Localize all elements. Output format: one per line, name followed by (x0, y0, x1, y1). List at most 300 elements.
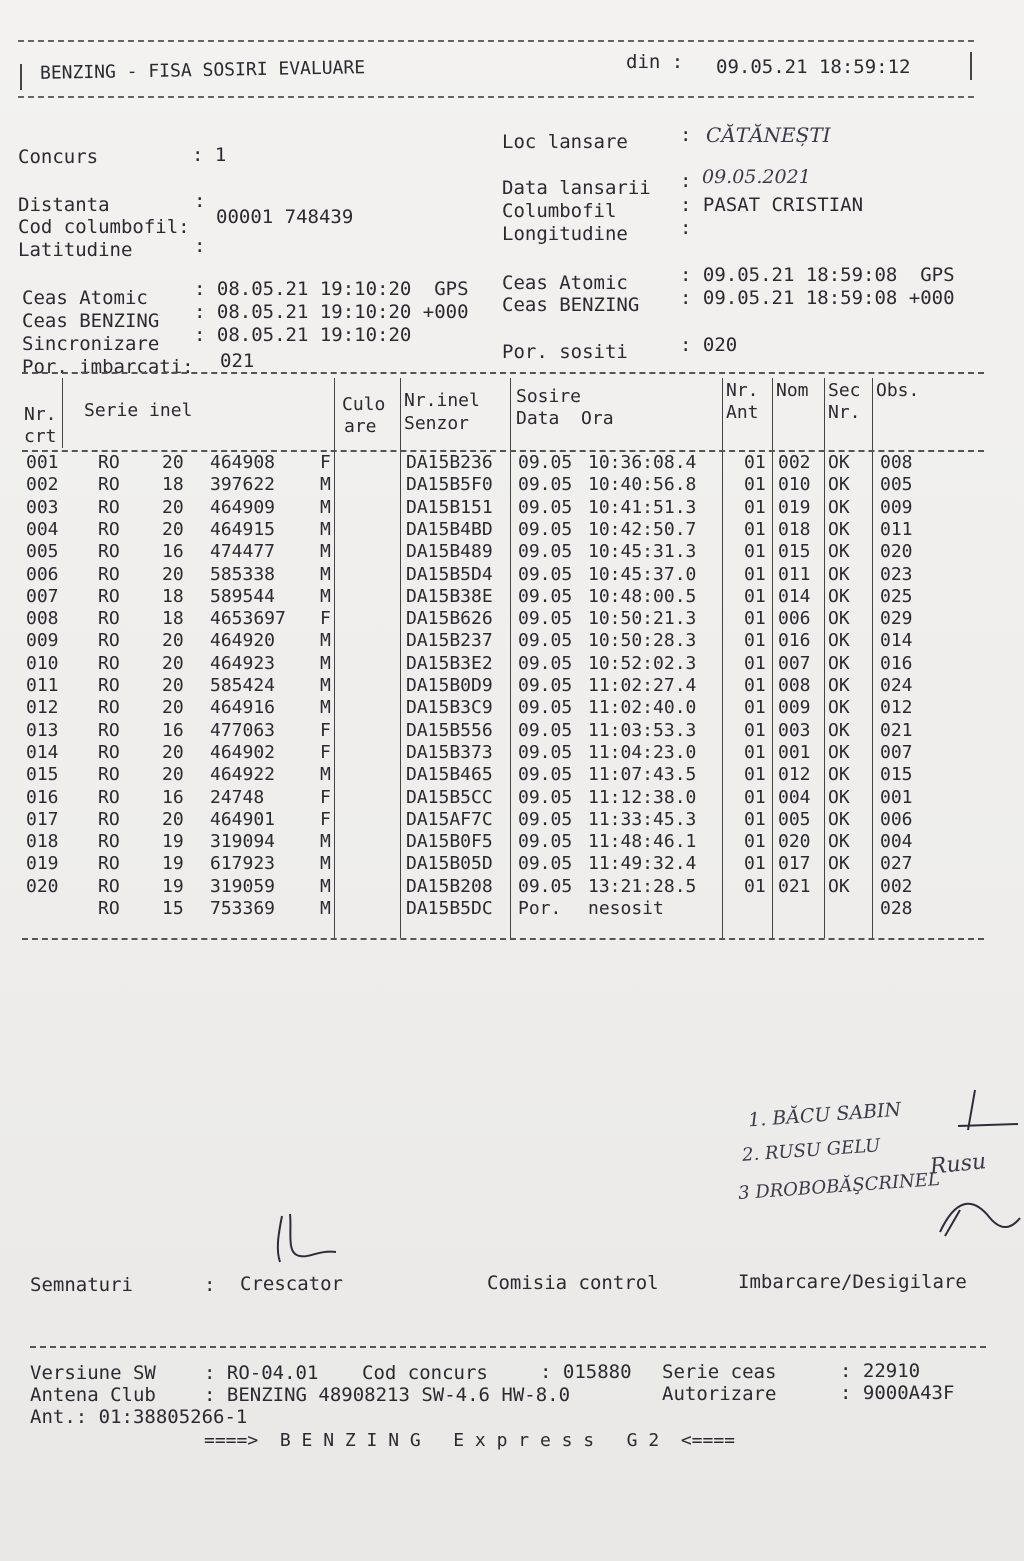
row-an: 20 (162, 764, 184, 786)
row-data: 09.05 (518, 563, 573, 585)
row-ant: 01 (744, 786, 766, 808)
cod-concurs-label: Cod concurs (362, 1362, 488, 1384)
row-tara: RO (98, 831, 120, 853)
row-an: 19 (162, 853, 184, 875)
row-sec: OK (828, 474, 850, 496)
row-ant: 01 (744, 853, 766, 875)
row-inel: 753369 (210, 898, 276, 919)
autorizare-label: Autorizare (662, 1383, 777, 1405)
row-inel: 464916 (210, 697, 276, 719)
row-data: 09.05 (518, 630, 573, 652)
row-data: 09.05 (518, 786, 573, 808)
row-ora: 11:48:46.1 (588, 831, 697, 853)
row-an: 20 (162, 808, 184, 830)
row-tara: RO (98, 875, 120, 897)
row-senzor: DA15B489 (406, 541, 493, 563)
row-senzor: DA15B556 (406, 719, 493, 741)
row-inel: 464901 (210, 808, 276, 830)
sincronizare-value: : 08.05.21 19:10:20 (194, 324, 412, 346)
row-obs: 008 (880, 452, 913, 473)
row-ora: 10:45:31.3 (588, 541, 697, 563)
row-tara: RO (98, 719, 120, 741)
row-nr: 018 (26, 831, 59, 853)
row-an: 20 (162, 518, 184, 540)
row-senzor: DA15B465 (406, 764, 493, 786)
row-ora: 11:04:23.0 (588, 741, 697, 763)
row-nom: 012 (778, 764, 811, 786)
versiune-label: Versiune SW (30, 1362, 156, 1384)
row-ora: 11:49:32.4 (588, 853, 697, 875)
row-nr: 008 (26, 608, 59, 630)
row-ora: 11:12:38.0 (588, 786, 697, 808)
row-ora: 10:40:56.8 (588, 474, 697, 496)
row-obs: 011 (880, 518, 913, 540)
row-sex: M (320, 652, 331, 674)
row-inel: 397622 (210, 474, 276, 496)
left-benzing-label: Ceas BENZING (22, 310, 160, 332)
row-ant: 01 (744, 652, 766, 674)
row-obs: 005 (880, 474, 913, 496)
row-sex: M (320, 764, 331, 786)
row-data: 09.05 (518, 831, 573, 853)
row-obs: 025 (880, 585, 913, 607)
row-sex: M (320, 853, 331, 875)
row-sec: OK (828, 831, 850, 853)
row-inel: 319059 (210, 875, 276, 897)
row-sex: M (320, 697, 331, 719)
autorizare-value: : 9000A43F (840, 1382, 955, 1404)
row-inel: 464922 (210, 764, 276, 786)
row-an: 18 (162, 608, 184, 630)
footer-rule (30, 1346, 986, 1348)
row-sex: F (320, 786, 331, 808)
row-sex: M (320, 630, 331, 652)
row-ora: 10:42:50.7 (588, 518, 697, 540)
row-nr: 020 (26, 875, 59, 897)
longitudine-colon: : (680, 217, 692, 239)
row-senzor: DA15B05D (406, 853, 493, 875)
row-obs: 029 (880, 608, 913, 630)
row-inel: 477063 (210, 719, 276, 741)
row-obs: 016 (880, 652, 913, 674)
row-sec: OK (828, 675, 850, 696)
row-inel: 24748 (210, 786, 265, 808)
row-nr: 014 (26, 741, 59, 763)
row-sec: OK (828, 697, 850, 719)
latitudine-colon: : (194, 235, 206, 257)
row-an: 15 (162, 898, 184, 919)
row-tara: RO (98, 808, 120, 830)
row-senzor: DA15B236 (406, 452, 493, 473)
row-sec: OK (828, 585, 850, 607)
col-sec: Sec (828, 380, 861, 401)
row-inel: 464902 (210, 741, 276, 763)
row-senzor: DA15B237 (406, 630, 493, 652)
loc-lansare-value: CĂTĂNEȘTI (706, 123, 831, 147)
row-ant: 01 (744, 697, 766, 719)
row-an: 20 (162, 652, 184, 674)
data-lansarii-label: Data lansarii (502, 177, 651, 199)
row-inel: 585424 (210, 675, 276, 696)
distanta-label: Distanta (18, 194, 110, 216)
row-obs: 014 (880, 630, 913, 652)
sositi-label: Por. sositi (502, 341, 628, 363)
right-benzing-value: : 09.05.21 18:59:08 +000 (680, 287, 955, 309)
row-ant: 01 (744, 808, 766, 830)
row-an: 16 (162, 541, 184, 563)
row-an: 20 (162, 697, 184, 719)
columbofil-value: : PASAT CRISTIAN (680, 194, 864, 216)
row-senzor: DA15B626 (406, 608, 493, 630)
row-an: 20 (162, 563, 184, 585)
row-sec: OK (828, 652, 850, 674)
row-obs: 009 (880, 496, 913, 518)
row-an: 16 (162, 786, 184, 808)
col-senzor: Senzor (404, 413, 470, 434)
row-tara: RO (98, 764, 120, 786)
row-data: 09.05 (518, 585, 573, 607)
row-ora: 11:33:45.3 (588, 808, 697, 830)
row-sec: OK (828, 630, 850, 652)
row-data: 09.05 (518, 452, 573, 473)
row-ora: 11:02:40.0 (588, 697, 697, 719)
row-tara: RO (98, 786, 120, 808)
row-an: 20 (162, 741, 184, 763)
data-lansarii-value: 09.05.2021 (702, 166, 811, 188)
col-culoare: Culo (342, 394, 386, 415)
row-an: 18 (162, 585, 184, 607)
col-ant: Ant (726, 402, 759, 423)
loc-lansare-label: Loc lansare (502, 131, 628, 153)
row-ant: 01 (744, 741, 766, 763)
cod-columbofil-value: 00001 748439 (216, 206, 354, 228)
row-senzor: DA15B3C9 (406, 697, 493, 719)
row-obs: 028 (880, 898, 913, 919)
row-obs: 027 (880, 853, 913, 875)
data-lansarii-colon: : (680, 170, 692, 192)
row-senzor: DA15B5D4 (406, 563, 493, 585)
row-nom: 016 (778, 630, 811, 652)
right-atomic-label: Ceas Atomic (502, 272, 628, 294)
row-tara: RO (98, 741, 120, 763)
row-nom: 002 (778, 452, 811, 473)
row-senzor: DA15B373 (406, 741, 493, 763)
semnaturi-colon: : (204, 1274, 216, 1296)
row-an: 16 (162, 719, 184, 741)
concurs-value: : 1 (192, 144, 227, 166)
row-an: 19 (162, 875, 184, 897)
left-atomic-value: : 08.05.21 19:10:20 GPS (194, 278, 469, 300)
comisia-control-label: Comisia control (487, 1272, 659, 1294)
row-ant: 01 (744, 541, 766, 563)
row-ant: 01 (744, 452, 766, 473)
handwritten-note-3: 3 DROBOBĂŞCRINEL (737, 1168, 941, 1205)
row-nom: 018 (778, 518, 811, 540)
row-data: 09.05 (518, 608, 573, 630)
row-inel: 464908 (210, 452, 276, 473)
row-nom: 008 (778, 675, 811, 696)
col-data-ora: Data Ora (516, 408, 614, 429)
row-ant: 01 (744, 608, 766, 630)
row-data: 09.05 (518, 875, 573, 897)
row-ora: 10:50:21.3 (588, 608, 697, 630)
row-ant: 01 (744, 518, 766, 540)
semnaturi-label: Semnaturi (30, 1274, 133, 1296)
antena-value: : BENZING 48908213 SW-4.6 HW-8.0 (204, 1384, 571, 1406)
row-sex: F (320, 452, 331, 473)
row-tara: RO (98, 608, 120, 630)
row-nom: 017 (778, 853, 811, 875)
row-obs: 023 (880, 563, 913, 585)
row-nr: 007 (26, 585, 59, 607)
row-sec: OK (828, 518, 850, 540)
row-sex: M (320, 496, 331, 518)
row-data: 09.05 (518, 496, 573, 518)
row-nom: 005 (778, 808, 811, 830)
versiune-value: : RO-04.01 (204, 1362, 319, 1384)
row-sec: OK (828, 875, 850, 897)
row-inel: 464909 (210, 496, 276, 518)
col-crt: crt (24, 426, 57, 447)
row-nom: 014 (778, 585, 811, 607)
row-tara: RO (98, 518, 120, 540)
row-inel: 464920 (210, 630, 276, 652)
row-data: 09.05 (518, 518, 573, 540)
row-tara: RO (98, 898, 120, 919)
columbofil-label: Columbofil (502, 200, 617, 222)
row-ant: 01 (744, 496, 766, 518)
row-data: 09.05 (518, 652, 573, 674)
row-nr: 002 (26, 474, 59, 496)
row-inel: 589544 (210, 585, 276, 607)
row-tara: RO (98, 675, 120, 696)
right-atomic-value: : 09.05.21 18:59:08 GPS (680, 264, 955, 286)
imbarcati-value: 021 (220, 350, 255, 372)
right-benzing-label: Ceas BENZING (502, 294, 640, 316)
longitudine-label: Longitudine (502, 223, 628, 245)
row-tara: RO (98, 541, 120, 563)
row-nr: 017 (26, 808, 59, 830)
row-inel: 464915 (210, 518, 276, 540)
row-tara: RO (98, 697, 120, 719)
row-nr: 003 (26, 496, 59, 518)
row-obs: 004 (880, 831, 913, 853)
distanta-colon: : (194, 190, 206, 212)
row-nr: 009 (26, 630, 59, 652)
row-obs: 015 (880, 764, 913, 786)
row-nr: 004 (26, 518, 59, 540)
row-sex: F (320, 808, 331, 830)
row-nom: 001 (778, 741, 811, 763)
row-sec: OK (828, 541, 850, 563)
row-senzor: DA15B5DC (406, 898, 493, 919)
row-obs: 021 (880, 719, 913, 741)
col-sosire: Sosire (516, 386, 582, 407)
row-obs: 024 (880, 675, 913, 696)
row-tara: RO (98, 630, 120, 652)
row-nr: 013 (26, 719, 59, 741)
col-culoare-2: are (344, 416, 377, 437)
row-sex: M (320, 518, 331, 540)
row-senzor: DA15B3E2 (406, 652, 493, 674)
concurs-label: Concurs (18, 146, 99, 168)
row-ora: 11:03:53.3 (588, 719, 697, 741)
row-an: 20 (162, 630, 184, 652)
col-serie-inel: Serie inel (84, 400, 193, 421)
row-an: 20 (162, 675, 184, 696)
row-nr: 006 (26, 563, 59, 585)
row-nom: 003 (778, 719, 811, 741)
row-data: 09.05 (518, 474, 573, 496)
row-tara: RO (98, 853, 120, 875)
row-obs: 007 (880, 741, 913, 763)
row-senzor: DA15B0F5 (406, 831, 493, 853)
row-ora: 11:02:27.4 (588, 675, 697, 696)
row-an: 20 (162, 452, 184, 473)
row-nom: 021 (778, 875, 811, 897)
cod-columbofil-label: Cod columbofil: (18, 216, 190, 238)
crescator-label: Crescator (240, 1273, 343, 1295)
sositi-value: : 020 (680, 334, 738, 356)
row-sec: OK (828, 719, 850, 741)
col-nr-ant: Nr. (726, 380, 759, 401)
row-nom: 015 (778, 541, 811, 563)
row-tara: RO (98, 474, 120, 496)
row-senzor: DA15B151 (406, 496, 493, 518)
row-an: 19 (162, 831, 184, 853)
row-ora: 10:48:00.5 (588, 585, 697, 607)
row-tara: RO (98, 452, 120, 473)
row-ant: 01 (744, 719, 766, 741)
row-ora: 10:45:37.0 (588, 563, 697, 585)
row-ant: 01 (744, 585, 766, 607)
row-sex: M (320, 898, 331, 919)
handwritten-signature-2: Rusu (928, 1149, 988, 1180)
row-ant: 01 (744, 563, 766, 585)
row-nom: 007 (778, 652, 811, 674)
row-inel: 617923 (210, 853, 276, 875)
row-sex: F (320, 608, 331, 630)
row-sex: F (320, 741, 331, 763)
row-sec: OK (828, 563, 850, 585)
row-ora: 10:50:28.3 (588, 630, 697, 652)
row-nom: 019 (778, 496, 811, 518)
row-data: 09.05 (518, 764, 573, 786)
row-obs: 012 (880, 697, 913, 719)
row-ant: 01 (744, 875, 766, 897)
row-ant: 01 (744, 675, 766, 696)
latitudine-label: Latitudine (18, 239, 133, 261)
row-ora: 10:41:51.3 (588, 496, 697, 518)
left-benzing-value: : 08.05.21 19:10:20 +000 (194, 301, 469, 323)
row-an: 18 (162, 474, 184, 496)
row-obs: 002 (880, 875, 913, 897)
row-sex: M (320, 563, 331, 585)
row-nr: 005 (26, 541, 59, 563)
row-data: Por. (518, 898, 562, 919)
handwritten-note-1: 1. BĂCU SABIN (747, 1098, 902, 1132)
row-sec: OK (828, 786, 850, 808)
row-senzor: DA15B38E (406, 585, 493, 607)
row-inel: 4653697 (210, 608, 286, 630)
din-label: din : (626, 51, 684, 73)
row-senzor: DA15AF7C (406, 808, 493, 830)
report-title: BENZING - FISA SOSIRI EVALUARE (39, 57, 366, 84)
row-sex: M (320, 875, 331, 897)
row-sex: M (320, 675, 331, 696)
col-sec-nr: Nr. (828, 402, 861, 423)
serie-ceas-value: : 22910 (840, 1360, 921, 1382)
loc-lansare-colon: : (680, 124, 692, 146)
row-sex: M (320, 541, 331, 563)
row-nom: 004 (778, 786, 811, 808)
antena-label: Antena Club (30, 1384, 156, 1406)
sincronizare-label: Sincronizare (22, 333, 160, 355)
row-obs: 020 (880, 541, 913, 563)
row-sex: F (320, 719, 331, 741)
row-data: 09.05 (518, 541, 573, 563)
row-inel: 464923 (210, 652, 276, 674)
row-nom: 006 (778, 608, 811, 630)
imbarcare-label: Imbarcare/Desigilare (738, 1271, 967, 1293)
row-senzor: DA15B5F0 (406, 474, 493, 496)
row-data: 09.05 (518, 719, 573, 741)
row-nr: 019 (26, 853, 59, 875)
row-tara: RO (98, 563, 120, 585)
row-sec: OK (828, 496, 850, 518)
ant-line: Ant.: 01:38805266-1 (30, 1406, 248, 1428)
row-sec: OK (828, 808, 850, 830)
row-sex: M (320, 585, 331, 607)
handwritten-note-2: 2. RUSU GELU (741, 1135, 882, 1166)
row-senzor: DA15B208 (406, 875, 493, 897)
row-nr: 012 (26, 697, 59, 719)
row-senzor: DA15B0D9 (406, 675, 493, 696)
row-ant: 01 (744, 764, 766, 786)
serie-ceas-label: Serie ceas (662, 1361, 777, 1383)
row-tara: RO (98, 496, 120, 518)
din-value: 09.05.21 18:59:12 (716, 56, 911, 78)
row-data: 09.05 (518, 697, 573, 719)
row-nom: 020 (778, 831, 811, 853)
row-data: 09.05 (518, 741, 573, 763)
row-nr: 016 (26, 786, 59, 808)
row-nr: 001 (26, 452, 59, 473)
cod-concurs-value: : 015880 (540, 1361, 632, 1383)
row-nr: 010 (26, 652, 59, 674)
col-obs: Obs. (876, 380, 920, 401)
row-inel: 474477 (210, 541, 276, 563)
imbarcati-label: Por. imbarcati: (22, 356, 194, 378)
row-sec: OK (828, 853, 850, 875)
row-nr: 015 (26, 764, 59, 786)
left-atomic-label: Ceas Atomic (22, 287, 148, 309)
row-nr: 011 (26, 675, 59, 696)
row-ant: 01 (744, 630, 766, 652)
row-data: 09.05 (518, 853, 573, 875)
row-inel: 319094 (210, 831, 276, 853)
row-sec: OK (828, 608, 850, 630)
row-obs: 001 (880, 786, 913, 808)
row-ant: 01 (744, 474, 766, 496)
row-sex: M (320, 474, 331, 496)
row-ora: 13:21:28.5 (588, 875, 697, 897)
row-ora: 11:07:43.5 (588, 764, 697, 786)
row-nom: 011 (778, 563, 811, 585)
col-nr-inel: Nr.inel (404, 390, 480, 411)
row-sec: OK (828, 741, 850, 763)
col-nom: Nom (776, 380, 809, 401)
